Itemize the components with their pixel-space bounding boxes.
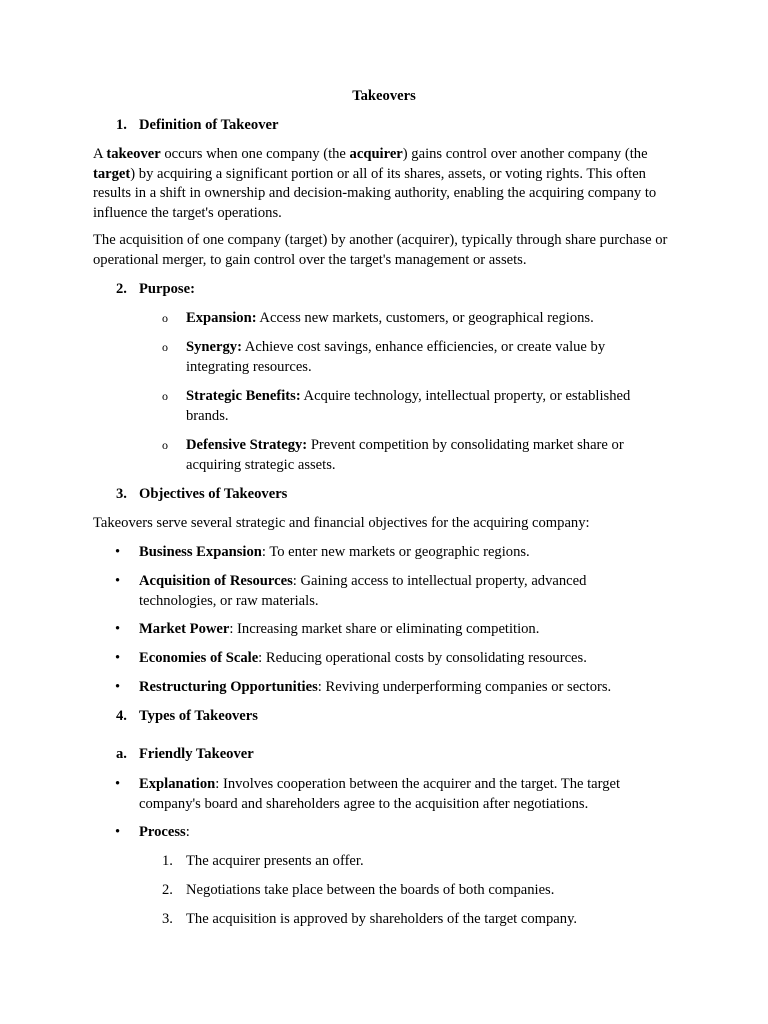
- bullet-icon: •: [115, 621, 121, 637]
- section-2-number: 2.: [116, 281, 127, 297]
- objective-item: [115, 572, 655, 611]
- friendly-text: : Involves cooperation between the acquirer and the target. The target company's board and shareholders agree to the acquisition after negotiations.: [139, 776, 621, 812]
- section-2-heading: [116, 280, 195, 300]
- step-number: 2.: [162, 882, 173, 898]
- def-text-4: ) by acquiring a significant portion or all of its shares, assets, or voting rights. This often results in a shift in ownership and decision-making authority, enabling the acquiring company to influence the target's operations.: [93, 165, 657, 221]
- definition-paragraph: [93, 145, 678, 223]
- purpose-label: Synergy:: [186, 339, 242, 355]
- document-title: Takeovers: [352, 88, 416, 104]
- purpose-text: Prevent competition by consolidating market share or acquiring strategic assets.: [186, 437, 624, 473]
- section-3-heading: [116, 485, 287, 505]
- objective-text: : Increasing market share or eliminating competition.: [229, 621, 540, 637]
- subsection-a-heading: [116, 745, 254, 765]
- def-text-1: A: [93, 146, 107, 162]
- objective-label: Business Expansion: [139, 544, 262, 560]
- purpose-label: Expansion:: [186, 310, 257, 326]
- objective-label: Acquisition of Resources: [139, 573, 293, 589]
- purpose-label: Strategic Benefits:: [186, 388, 301, 404]
- purpose-label: Defensive Strategy:: [186, 437, 308, 453]
- purpose-text: Achieve cost savings, enhance efficiencies, or create value by integrating resources.: [186, 339, 606, 375]
- def-text-2: occurs when one company (the: [160, 146, 350, 162]
- objective-text: : Reviving underperforming companies or sectors.: [317, 679, 612, 695]
- subsection-a-title: Friendly Takeover: [139, 746, 254, 762]
- step-number: 1.: [162, 853, 173, 869]
- friendly-text: :: [185, 824, 190, 840]
- section-3-number: 3.: [116, 486, 127, 502]
- bullet-icon: •: [115, 650, 121, 666]
- section-1-title: Definition of Takeover: [139, 117, 279, 133]
- bullet-icon: •: [115, 824, 121, 840]
- section-2-title: Purpose:: [139, 281, 195, 297]
- bullet-icon: •: [115, 679, 121, 695]
- step-number: 3.: [162, 911, 173, 927]
- section-1-heading: [116, 116, 278, 136]
- process-step: [162, 881, 662, 901]
- objective-label: Market Power: [139, 621, 230, 637]
- bullet-icon: •: [115, 776, 121, 792]
- objective-label: Restructuring Opportunities: [139, 679, 318, 695]
- circle-bullet-icon: o: [162, 438, 168, 452]
- process-step: [162, 910, 662, 930]
- purpose-item: [162, 436, 662, 475]
- objective-item: [115, 543, 655, 563]
- section-4-title: Types of Takeovers: [139, 708, 258, 724]
- objective-label: Economies of Scale: [139, 650, 259, 666]
- friendly-label: Process: [139, 824, 186, 840]
- process-step: [162, 852, 662, 872]
- friendly-item: [115, 823, 655, 843]
- purpose-item: [162, 387, 662, 426]
- def-bold-target: target: [93, 165, 131, 182]
- friendly-item: [115, 775, 655, 814]
- step-text: The acquisition is approved by shareholders of the target company.: [186, 911, 578, 927]
- definition-paragraph-2: The acquisition of one company (target) by another (acquirer), typically through share purchase or operational merger, to gain control over the target's management or assets.: [93, 232, 668, 268]
- objective-item: [115, 678, 655, 698]
- purpose-text: Acquire technology, intellectual property, or established brands.: [186, 388, 631, 424]
- def-bold-takeover: takeover: [106, 146, 161, 162]
- circle-bullet-icon: o: [162, 389, 168, 403]
- objective-text: : Reducing operational costs by consolidating resources.: [258, 650, 587, 666]
- objective-item: [115, 649, 655, 669]
- purpose-item: [162, 309, 662, 329]
- bullet-icon: •: [115, 573, 121, 589]
- circle-bullet-icon: o: [162, 340, 168, 354]
- friendly-label: Explanation: [139, 776, 216, 792]
- objective-item: [115, 620, 655, 640]
- purpose-text: Access new markets, customers, or geographical regions.: [256, 310, 594, 326]
- section-4-heading: [116, 707, 258, 727]
- objective-text: : Gaining access to intellectual property, advanced technologies, or raw materials.: [139, 573, 587, 609]
- section-1-number: 1.: [116, 117, 127, 133]
- objective-text: : To enter new markets or geographic regions.: [261, 544, 530, 560]
- objectives-intro: Takeovers serve several strategic and financial objectives for the acquiring company:: [93, 515, 590, 531]
- circle-bullet-icon: o: [162, 311, 168, 325]
- def-bold-acquirer: acquirer: [349, 146, 403, 162]
- step-text: The acquirer presents an offer.: [186, 853, 364, 869]
- step-text: Negotiations take place between the boards of both companies.: [186, 882, 555, 898]
- section-4-number: 4.: [116, 708, 127, 724]
- purpose-item: [162, 338, 662, 377]
- bullet-icon: •: [115, 544, 121, 560]
- def-text-3: ) gains control over another company (the: [402, 146, 648, 162]
- section-3-title: Objectives of Takeovers: [139, 486, 288, 502]
- subsection-a-letter: a.: [116, 746, 127, 762]
